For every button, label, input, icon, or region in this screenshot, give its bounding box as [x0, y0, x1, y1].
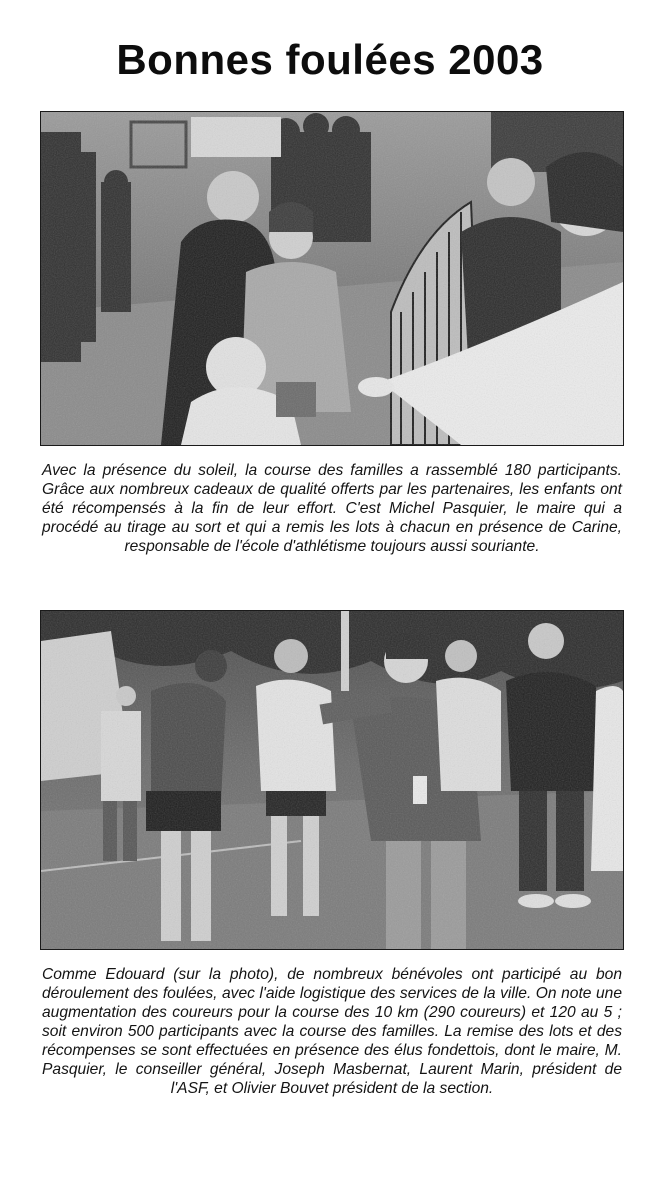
photo-prize-giving	[40, 111, 624, 446]
photo-prize-giving-image	[41, 112, 623, 445]
photo-volunteers	[40, 610, 624, 950]
article-headline: Bonnes foulées 2003	[116, 36, 544, 83]
photo-volunteers-image	[41, 611, 623, 949]
photo-caption-2: Comme Edouard (sur la photo), de nombreux bénévoles ont participé au bon déroulement des foulées, avec l'aide logistique des services de la ville. On note une augmentation des coureurs pour la course des 10 km (290 coureurs) et 120 au 5 ; soit environ 500 participants avec la course des familles. La remise des lots et des récompenses se sont effectuées en présence des élus fondettois, dont le maire, M. Pasquier, le conseiller général, Joseph Masbernat, Laurent Marin, président de l'ASF, et Olivier Bouvet président de la section.	[42, 966, 622, 1097]
photo-caption-1: Avec la présence du soleil, la course des familles a rassemblé 180 participants. Grâce aux nombreux cadeaux de qualité offerts par les partenaires, les enfants ont été récompensés à la fin de leur effort. C'est Michel Pasquier, le maire qui a procédé au tirage au sort et qui a remis les lots à chacun en présence de Carine, responsable de l'école d'athlétisme toujours aussi souriante.	[42, 462, 622, 555]
